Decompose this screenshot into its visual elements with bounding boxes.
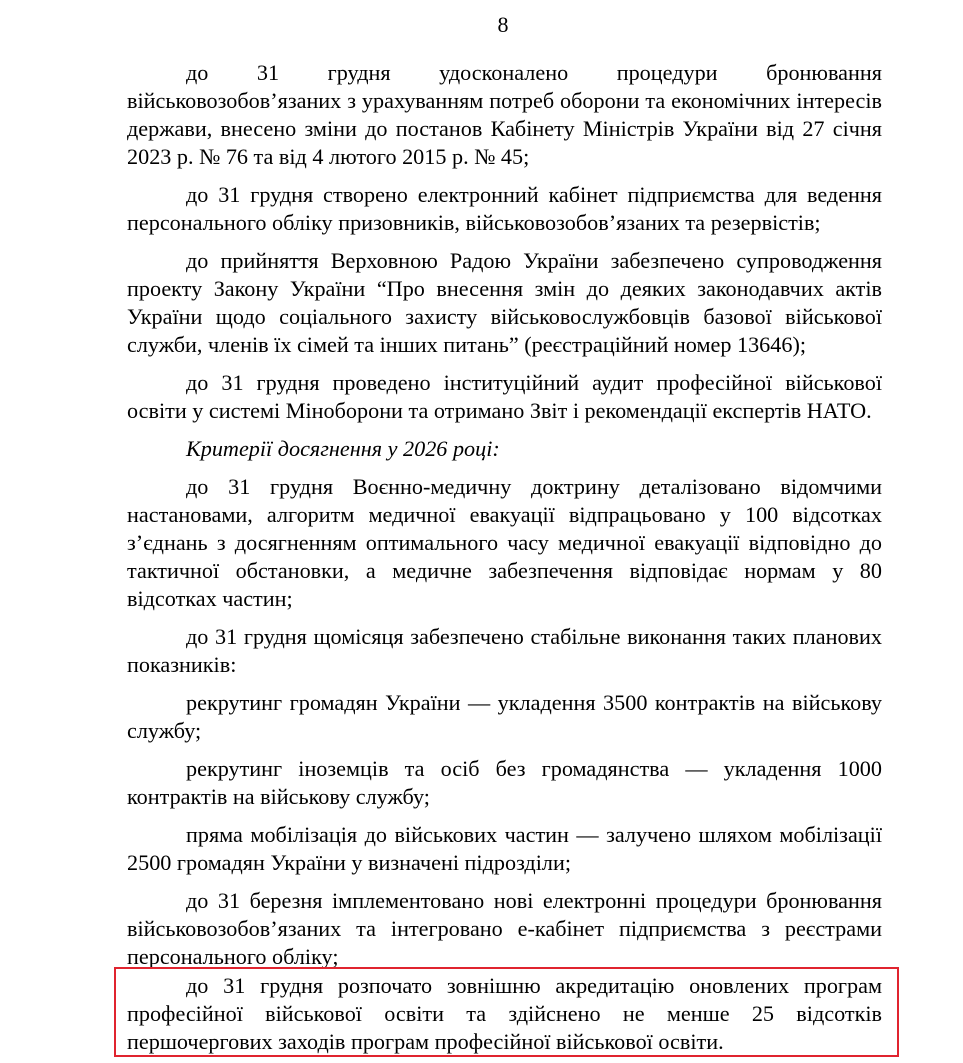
highlighted-paragraph-box (114, 967, 899, 1057)
paragraph-education-audit: до 31 грудня проведено інституційний аудит професійної військової освіти у системі Міноборони та отримано Звіт і рекомендації експертів НАТО. (127, 370, 882, 423)
paragraph-monthly-indicators: до 31 грудня щомісяця забезпечено стабільне виконання таких планових показників: (127, 624, 882, 677)
paragraph-law-support: до прийняття Верховною Радою України забезпечено супроводження проекту Закону України “Про внесення змін до деяких законодавчих актів України щодо соціального захисту військовослужбовців базової військової служби, членів їх сімей та інших питань” (реєстраційний номер 13646); (127, 248, 882, 357)
paragraph-recruiting-foreigners: рекрутинг іноземців та осіб без громадянства — укладення 1000 контрактів на військову службу; (127, 756, 882, 809)
page-number: 8 (497, 12, 509, 37)
document-body (127, 59, 882, 981)
paragraph-direct-mobilization: пряма мобілізація до військових частин — залучено шляхом мобілізації 2500 громадян України у визначені підрозділи; (127, 822, 882, 875)
paragraph-reservation-procedures: до 31 грудня удосконалено процедури бронювання військовозобов’язаних з урахуванням потреб оборони та економічних інтересів держави, внесено зміни до постанов Кабінету Міністрів України від 27 січня 2023 р. № 76 та від 4 лютого 2015 р. № 45; (127, 60, 882, 169)
criteria-heading-2026: Критерії досягнення у 2026 році: (186, 436, 500, 461)
paragraph-accreditation: до 31 грудня розпочато зовнішню акредитацію оновлених програм професійної військової освіти та здійснено не менше 25 відсотків першочергових заходів програм професійної військової освіти. (127, 973, 882, 1054)
paragraph-medical-doctrine: до 31 грудня Воєнно-медичну доктрину деталізовано відомчими настановами, алгоритм медичної евакуації відпрацьовано у 100 відсотках з’єднань з досягненням оптимального часу медичної евакуації відповідно до тактичної обстановки, а медичне забезпечення відповідає нормам у 80 відсотках частин; (127, 474, 882, 611)
paragraph-electronic-procedures: до 31 березня імплементовано нові електронні процедури бронювання військовозобов’язаних та інтегровано е-кабінет підприємства з реєстрами персонального обліку; (127, 888, 882, 969)
paragraph-recruiting-citizens: рекрутинг громадян України — укладення 3500 контрактів на військову службу; (127, 690, 882, 743)
paragraph-enterprise-cabinet: до 31 грудня створено електронний кабінет підприємства для ведення персонального обліку призовників, військовозобов’язаних та резервістів; (127, 182, 882, 235)
